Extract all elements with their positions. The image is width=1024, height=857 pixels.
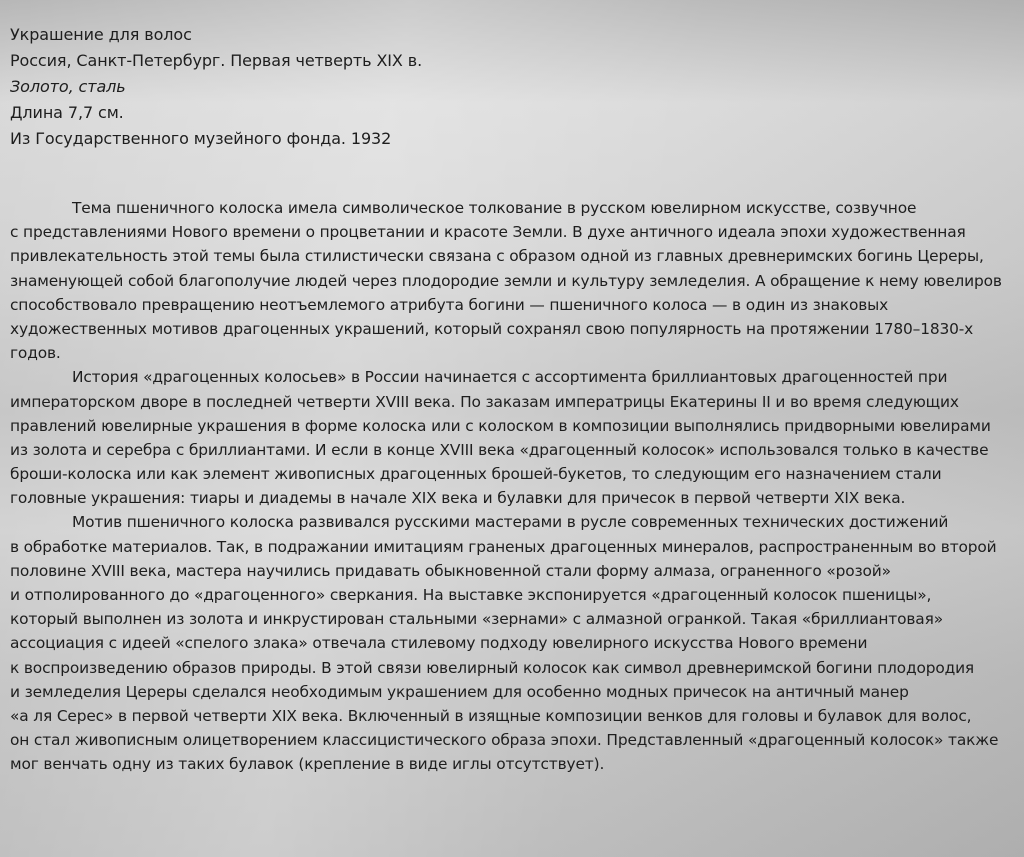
text-line: к воспроизведению образов природы. В этой связи ювелирный колосок как символ древнеримской богини плодородия xyxy=(10,658,975,677)
text-line: мог венчать одну из таких булавок (крепление в виде иглы отсутствует). xyxy=(10,755,605,774)
text-line: способствовало превращению неотъемлемого атрибута богини — пшеничного колоса — в один из знаковых xyxy=(10,295,889,314)
text-line: знаменующей собой благополучие людей через плодородие земли и культуру земледелия. А обращение к нему ювелиров xyxy=(10,271,1002,290)
description-text xyxy=(10,196,1014,777)
text-line: Тема пшеничного колоска имела символическое толкование в русском ювелирном искусстве, созвучное xyxy=(72,199,917,217)
text-line: из золота и серебра с бриллиантами. И если в конце XVIII века «драгоценный колосок» использовался только в качестве xyxy=(10,440,989,459)
text-line: головные украшения: тиары и диадемы в начале XIX века и булавки для причесок в первой четверти XIX века. xyxy=(10,489,906,508)
text-line: половине XVIII века, мастера научились придавать обыкновенной стали форму алмаза, ограненного «розой» xyxy=(10,561,891,580)
exhibit-title: Украшение для волос xyxy=(10,25,192,44)
text-line: и отполированного до «драгоценного» сверкания. На выставке экспонируется «драгоценный колосок пшеницы», xyxy=(10,586,932,604)
exhibit-header xyxy=(10,22,1014,152)
text-line: и земледелия Цереры сделался необходимым украшением для особенно модных причесок на античный манер xyxy=(10,682,909,701)
text-line: художественных мотивов драгоценных украшений, который сохранял свою популярность на протяжении 1780–1830-х xyxy=(10,319,974,338)
text-line: который выполнен из золота и инкрустирован стальными «зернами» с алмазной огранкой. Такая «бриллиантовая» xyxy=(10,610,943,629)
text-line: он стал живописным олицетворением классицистического образа эпохи. Представленный «драгоценный колосок» также xyxy=(10,731,999,750)
text-line: в обработке материалов. Так, в подражании имитациям граненых драгоценных минералов, распространенным во второй xyxy=(10,537,997,556)
paragraph-2 xyxy=(10,365,1014,510)
text-line: Мотив пшеничного колоска развивался русскими мастерами в русле современных технических достижений xyxy=(72,513,949,532)
text-line: ассоциация с идеей «спелого злака» отвечала стилевому подходу ювелирного искусства Нового времени xyxy=(10,634,868,653)
text-line: с представлениями Нового времени о процветании и красоте Земли. В духе античного идеала эпохи художественная xyxy=(10,223,966,242)
exhibit-origin: Россия, Санкт-Петербург. Первая четверть XIX в. xyxy=(10,51,423,70)
text-line: привлекательность этой темы была стилистически связана с образом одной из главных древнеримских богинь Цереры, xyxy=(10,247,984,266)
exhibit-material: Золото, сталь xyxy=(10,77,126,96)
exhibit-size: Длина 7,7 см. xyxy=(10,103,124,122)
text-line: История «драгоценных колосьев» в России начинается с ассортимента бриллиантовых драгоценностей при xyxy=(72,368,948,387)
exhibit-provenance: Из Государственного музейного фонда. 1932 xyxy=(10,129,392,148)
text-line: годов. xyxy=(10,344,61,363)
paragraph-1 xyxy=(10,196,1014,365)
paragraph-3 xyxy=(10,510,1014,776)
text-line: «а ля Серес» в первой четверти XIX века. Включенный в изящные композиции венков для головы и булавок для волос, xyxy=(10,706,972,725)
text-line: броши-колоска или как элемент живописных драгоценных брошей-букетов, то следующим его назначением стали xyxy=(10,465,942,484)
text-line: правлений ювелирные украшения в форме колоска или с колоском в композиции выполнялись придворными ювелирами xyxy=(10,416,991,435)
text-line: императорском дворе в последней четверти XVIII века. По заказам императрицы Екатерины II и во время следующих xyxy=(10,392,959,411)
